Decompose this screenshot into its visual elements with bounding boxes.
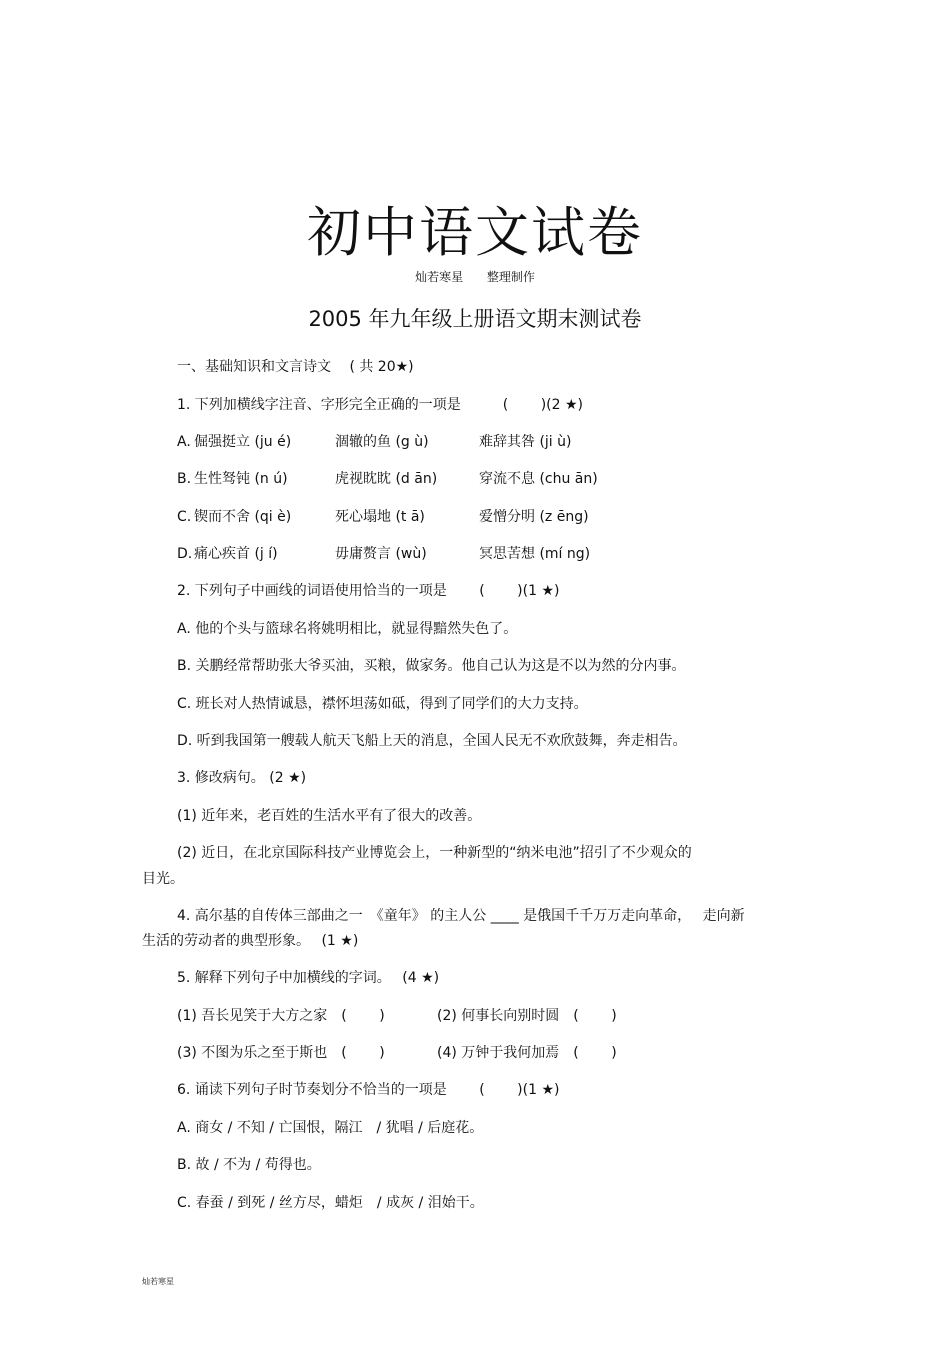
q3-sub2-continued: 目光。 bbox=[142, 871, 184, 887]
q1-option-label: D. bbox=[177, 546, 193, 562]
q6-stem: 6. 诵读下列句子时节奏划分不恰当的一项是 ( )(1 ★) bbox=[177, 1082, 560, 1098]
q1-option-item: 锲而不舍 (qi è) bbox=[194, 509, 292, 525]
main-title: 初中语文试卷 bbox=[307, 201, 643, 264]
author-line bbox=[0, 268, 950, 285]
q2-option-b: B. 关鹏经常帮助张大爷买油，买粮，做家务。他自己认为这是不以为然的分内事。 bbox=[177, 658, 686, 674]
q3-sub1: (1) 近年来，老百姓的生活水平有了很大的改善。 bbox=[177, 808, 482, 824]
q5-stem: 5. 解释下列句子中加横线的字词。 (4 ★) bbox=[177, 970, 440, 986]
q4-line1: 4. 高尔基的自传体三部曲之一 《童年》 的主人公 ____ 是俄国千千万万走向革命， 走向新 bbox=[177, 908, 745, 924]
q6-option-b: B. 故 / 不为 / 苟得也。 bbox=[177, 1157, 321, 1173]
q3-sub2: (2) 近日，在北京国际科技产业博览会上，一种新型的“纳米电池”招引了不少观众的 bbox=[177, 845, 692, 861]
q1-option-a bbox=[177, 432, 797, 452]
q3-stem: 3. 修改病句。 (2 ★) bbox=[177, 770, 307, 786]
q1-option-item: 虎视眈眈 (d ān) bbox=[335, 471, 438, 487]
q2-stem: 2. 下列句子中画线的词语使用恰当的一项是 ( )(1 ★) bbox=[177, 583, 560, 599]
q1-option-item: 倔强挺立 (ju é) bbox=[194, 434, 292, 450]
q1-option-b bbox=[177, 469, 797, 489]
q1-option-item: 毋庸赘言 (wù) bbox=[335, 546, 427, 562]
q2-option-a: A. 他的个头与篮球名将姚明相比，就显得黯然失色了。 bbox=[177, 621, 518, 637]
exam-title: 2005 年九年级上册语文期末测试卷 bbox=[308, 307, 642, 331]
q1-stem: 1. 下列加横线字注音、字形完全正确的一项是 ( )(2 ★) bbox=[177, 397, 584, 413]
q1-option-item: 爱憎分明 (z ēng) bbox=[479, 509, 589, 525]
q2-option-c: C. 班长对人热情诚恳，襟怀坦荡如砥，得到了同学们的大力支持。 bbox=[177, 696, 588, 712]
q1-option-item: 痛心疾首 (j í) bbox=[194, 546, 278, 562]
q1-option-label: A. bbox=[177, 434, 191, 450]
q1-option-d bbox=[177, 544, 797, 564]
q6-option-a: A. 商女 / 不知 / 亡国恨，隔江 / 犹唱 / 后庭花。 bbox=[177, 1120, 484, 1136]
q6-option-c: C. 春蚕 / 到死 / 丝方尽，蜡炬 / 成灰 / 泪始干。 bbox=[177, 1195, 484, 1211]
q2-option-d: D. 听到我国第一艘载人航天飞船上天的消息，全国人民无不欢欣鼓舞，奔走相告。 bbox=[177, 733, 687, 749]
q1-option-c bbox=[177, 507, 797, 527]
q1-option-item: 冥思苦想 (mí ng) bbox=[479, 546, 591, 562]
q5-item-4: (4) 万钟于我何加焉 ( ) bbox=[437, 1045, 617, 1061]
q1-option-label: B. bbox=[177, 471, 192, 487]
q1-option-item: 生性驽钝 (n ú) bbox=[194, 471, 288, 487]
q1-option-item: 穿流不息 (chu ān) bbox=[479, 471, 598, 487]
author-name: 灿若寒星 bbox=[415, 270, 464, 284]
author-role: 整理制作 bbox=[486, 270, 535, 284]
q5-item-1: (1) 吾长见笑于大方之家 ( ) bbox=[177, 1008, 385, 1024]
q5-item-2: (2) 何事长向别时圆 ( ) bbox=[437, 1008, 617, 1024]
q4-line2: 生活的劳动者的典型形象。 (1 ★) bbox=[142, 933, 359, 949]
page-footer: 灿若寒星 bbox=[142, 1277, 174, 1286]
q1-option-label: C. bbox=[177, 509, 192, 525]
q1-option-item: 难辞其咎 (ji ù) bbox=[479, 434, 572, 450]
q1-option-item: 死心塌地 (t ā) bbox=[335, 509, 425, 525]
q1-option-item: 涸辙的鱼 (g ù) bbox=[335, 434, 429, 450]
section-heading: 一、基础知识和文言诗文 ( 共 20★) bbox=[177, 359, 414, 375]
q5-item-3: (3) 不图为乐之至于斯也 ( ) bbox=[177, 1045, 385, 1061]
